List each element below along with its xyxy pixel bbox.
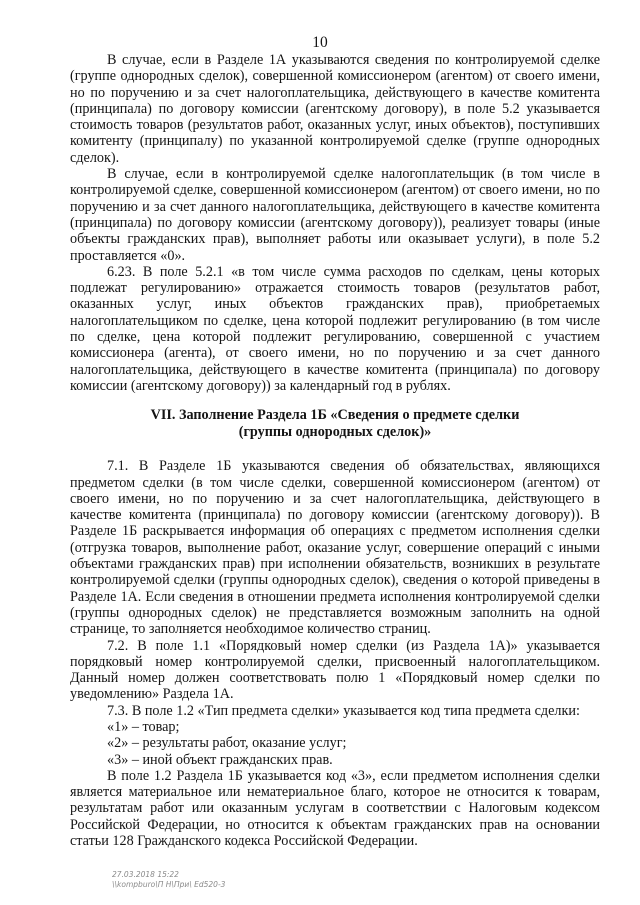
stamp-timestamp: 27.03.2018 15:22 xyxy=(112,870,179,879)
document-body xyxy=(70,52,600,849)
paragraph-6-23: 6.23. В поле 5.2.1 «в том числе сумма расходов по сделкам, цены которых подлежат регулированию» отражается стоимость товаров (результатов работ, оказанных услуг, иных объектов гражданских прав), приобретаемых налогоплательщиком по сделке, цена которой подлежит регулированию (в том числе по сделке, цена которой подлежит регулированию, совершенной с участием комиссионера (агента), от своего имени, но по поручению и за счет данного налогоплательщика, действующего в качестве комитента (принципала) по договору комиссии (агентскому договору)) за календарный год в рублях. xyxy=(70,263,600,394)
paragraph-5-2-commission: В случае, если в Разделе 1А указываются сведения по контролируемой сделке (группе однородных сделок), совершенной комиссионером (агентом) от своего имени, но по поручению и за счет налогоплательщика, действующего в качестве комитента (принципала) по договору комиссии (агентскому договору), в поле 5.2 указывается стоимость товаров (результатов работ, оказанных услуг, иных объектов), поступивших комитенту (принципалу) по указанной контролируемой сделке (группе однородных сделок). xyxy=(70,52,600,166)
page-number: 10 xyxy=(312,34,328,51)
stamp-path: \\kompburo\П Н\При\ Ed520-3 xyxy=(112,879,226,889)
paragraph-7-3: 7.3. В поле 1.2 «Тип предмета сделки» указывается код типа предмета сделки: xyxy=(107,702,580,719)
print-stamp xyxy=(112,870,225,889)
code-list-item: «1» – товар; xyxy=(107,718,180,735)
section-heading-line2: (группы однородных сделок)» xyxy=(238,424,432,441)
paragraph-code-3: В поле 1.2 Раздела 1Б указывается код «3», если предметом исполнения сделки является материальное или нематериальное благо, которое не относится к товарам, результатам работ или оказанным услугам в соответствии с Налоговым кодексом Российской Федерации, но относится к объектам гражданских прав на основании статьи 128 Гражданского кодекса Российской Федерации. xyxy=(70,767,600,850)
section-vii-heading xyxy=(70,407,600,441)
paragraph-7-2: 7.2. В поле 1.1 «Порядковый номер сделки (из Раздела 1А)» указывается порядковый номер контролируемой сделки, присвоенный налогоплательщиком. Данный номер должен соответствовать полю 1 «Порядковый номер сделки по уведомлению» Раздела 1А. xyxy=(70,637,600,703)
paragraph-5-2-zero: В случае, если в контролируемой сделке налогоплательщик (в том числе в контролируемой сделке, совершенной комиссионером (агентом) от своего имени, но по поручению и за счет данного налогоплательщика, действующего в качестве комитента (принципала) по договору комиссии (агентскому договору)), реализует товары (иные объекты гражданских прав), выполняет работы или оказывает услуги), в поле 5.2 проставляется «0». xyxy=(70,166,600,264)
code-list-item: «3» – иной объект гражданских прав. xyxy=(107,751,333,768)
code-list-item: «2» – результаты работ, оказание услуг; xyxy=(107,735,347,752)
paragraph-7-1: 7.1. В Разделе 1Б указываются сведения об обязательствах, являющихся предметом сделки (в том числе сделки, совершенной комиссионером (агентом) от своего имени, но по поручению и за счет налогоплательщика, действующего в качестве комитента (принципала) по договору комиссии (агентскому договору)). В Разделе 1Б раскрывается информация об операциях с предметом исполнения сделки (отгрузка товаров, выполнение работ, оказание услуг, совершение операций с иными объектами гражданских прав) при исполнении обязательств, возникших в результате контролируемой сделки (группы однородных сделок), сведения о которой приведены в Разделе 1А. Если сведения в отношении предмета исполнения контролируемой сделки (группы однородных сделок) не представляется возможным заполнить на одной странице, то заполняется необходимое количество страниц. xyxy=(70,458,600,638)
section-heading-line1: VII. Заполнение Раздела 1Б «Сведения о предмете сделки xyxy=(150,407,520,424)
